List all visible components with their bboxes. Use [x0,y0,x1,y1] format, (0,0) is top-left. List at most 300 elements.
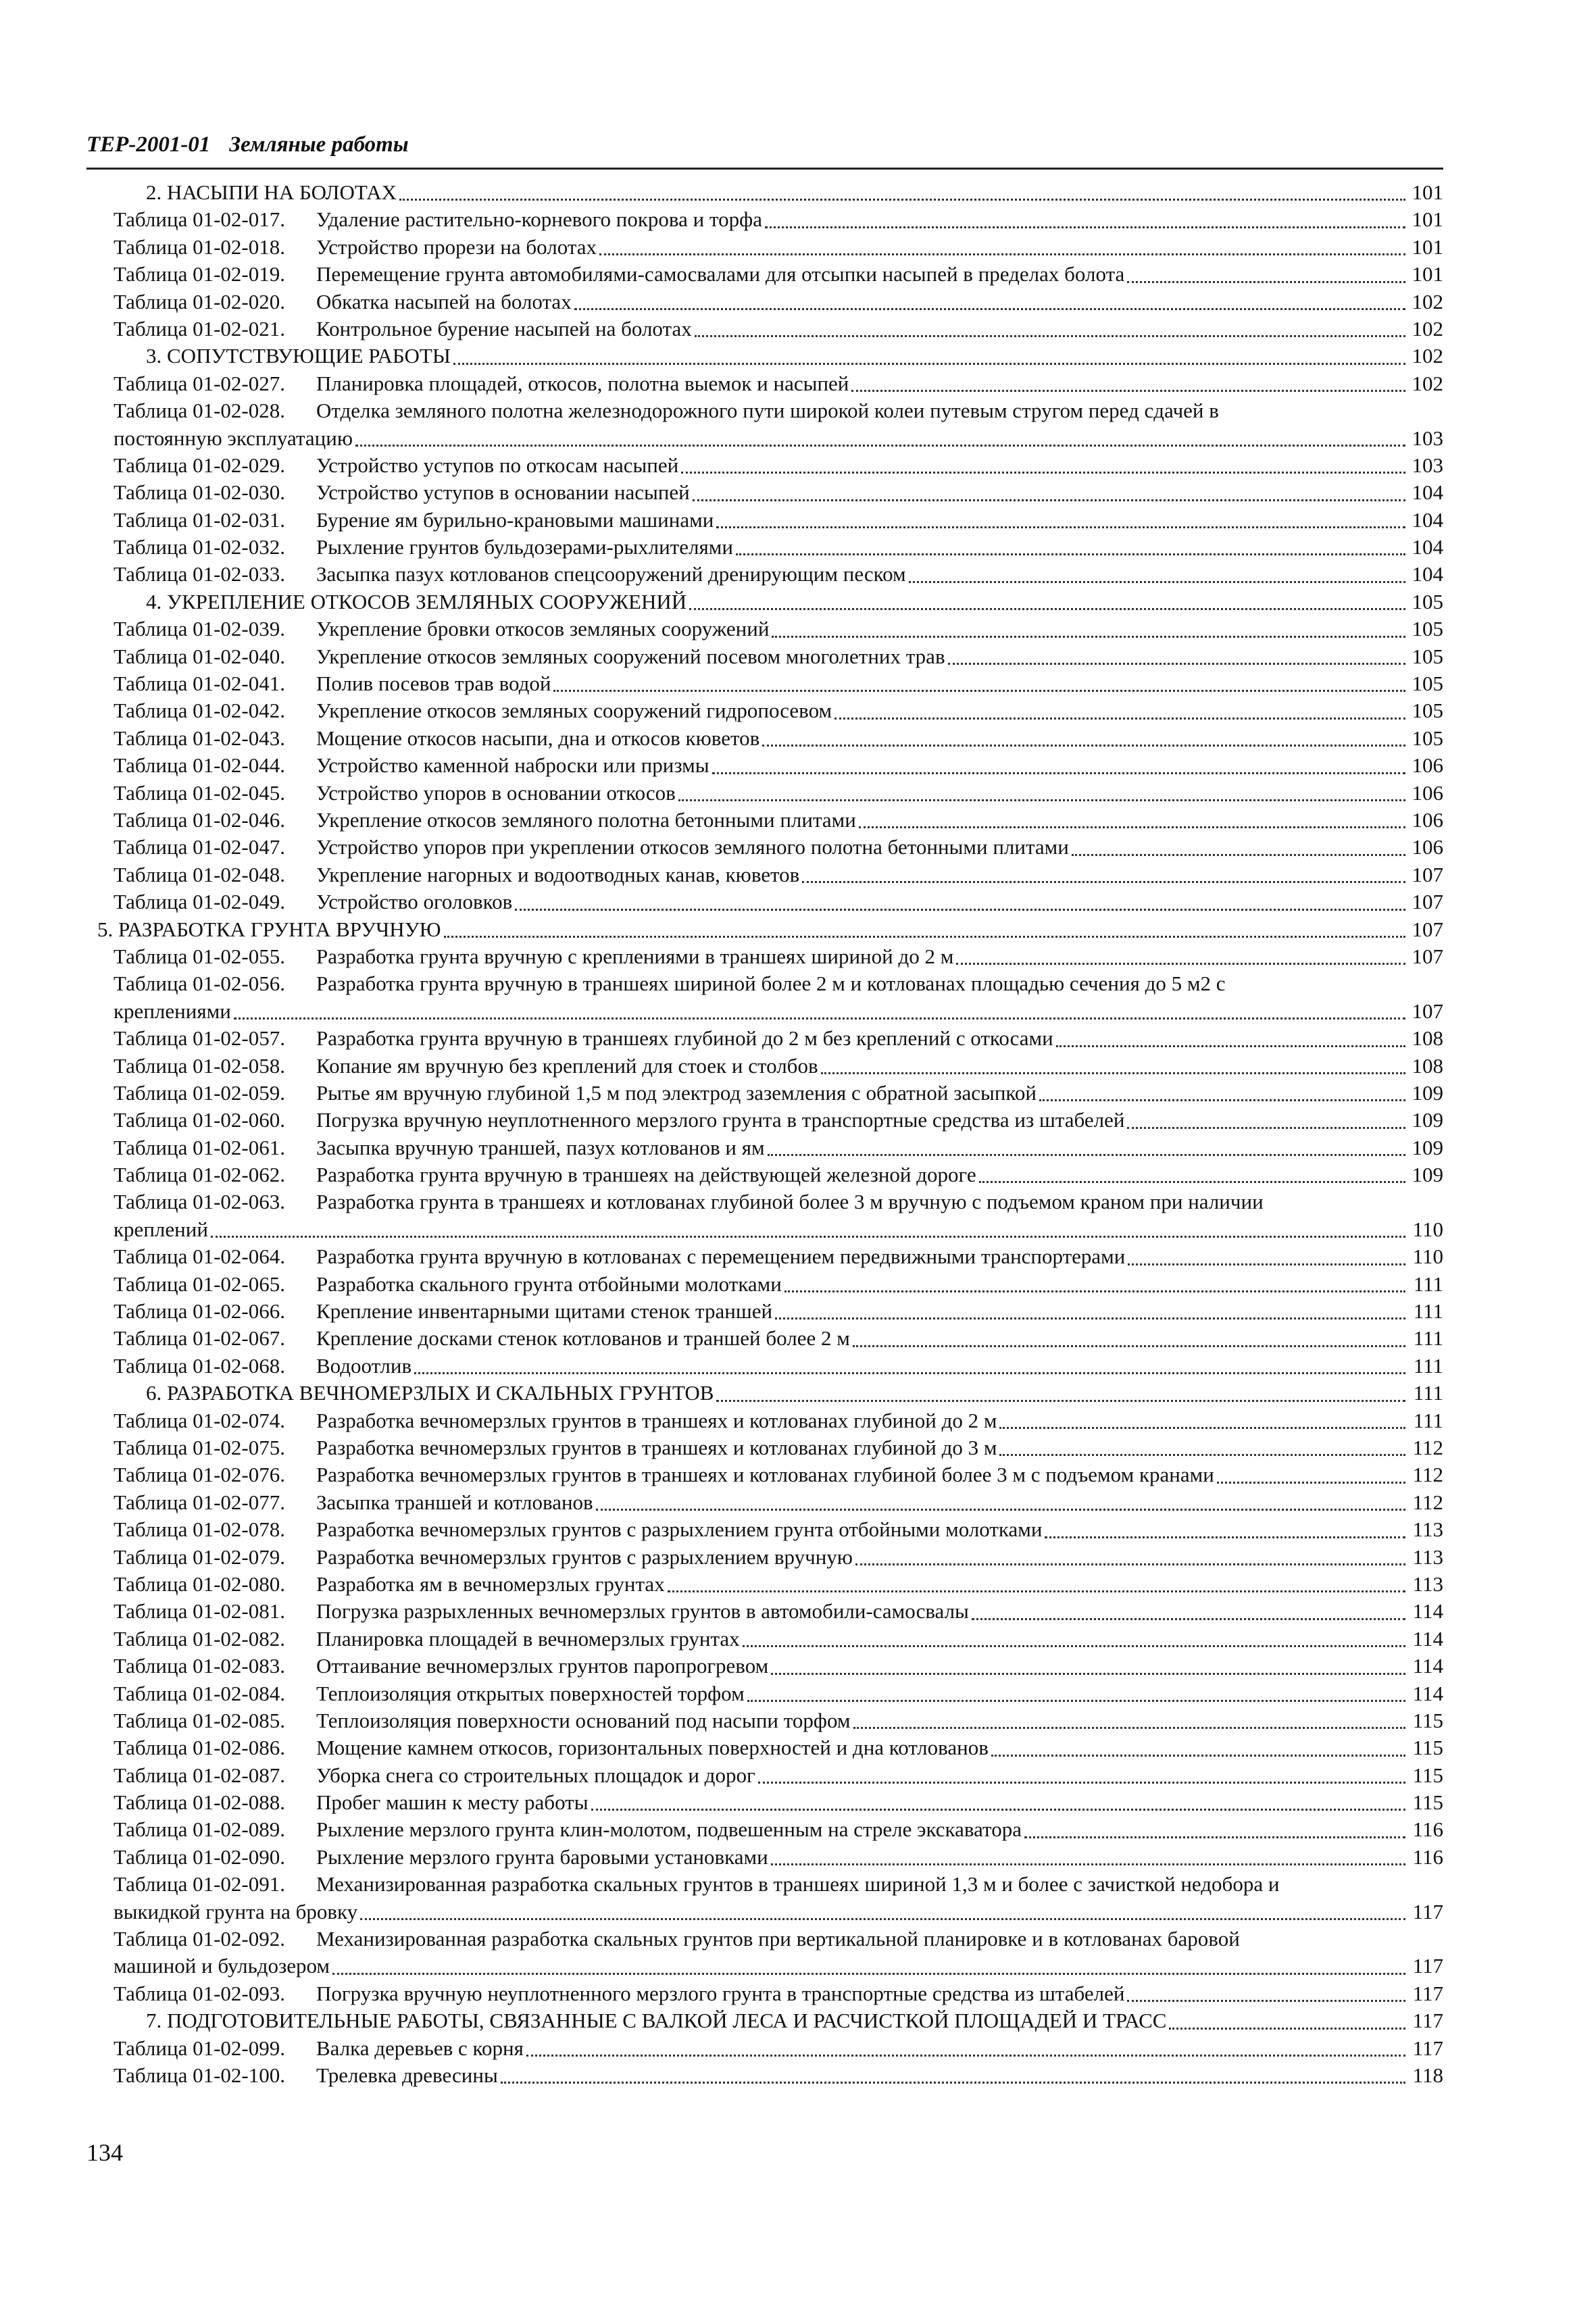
dot-leader [553,689,1405,692]
entry-label [114,1653,768,1680]
entry-title: Устройство упоров при укреплении откосов земляного полотна бетонными плитами [316,835,1069,859]
entry-title: Разработка ям в вечномерзлых грунтах [316,1571,665,1596]
toc-entry [114,1407,1443,1434]
entry-title: Укрепление откосов земляных сооружений гидропосевом [316,699,832,723]
entry-label [114,1298,772,1325]
page-ref: 115 [1412,1763,1443,1787]
entry-title: Устройство прорези на болотах [316,234,597,259]
toc-entry [114,970,1443,1025]
dot-leader [972,1617,1405,1620]
entry-title: Засыпка пазух котлованов спецсооружений дренирующим песком [316,562,906,586]
toc-section-heading [114,1380,1443,1407]
table-number: Таблица 01-02-086. [114,1736,285,1760]
entry-title: Засыпка траншей и котлованов [316,1490,593,1514]
toc-entry [114,452,1443,479]
dot-leader [716,526,1405,528]
entry-title: Мощение камнем откосов, горизонтальных поверхностей и дна котлованов [316,1736,989,1760]
dot-leader [758,1781,1405,1784]
toc-entry [114,261,1443,288]
dot-leader [979,1180,1405,1183]
dot-leader [851,389,1405,392]
table-number: Таблица 01-02-057. [114,1026,285,1051]
dot-leader [678,799,1405,801]
dot-leader [768,1153,1405,1156]
entry-title: Разработка грунта вручную в траншеях глубиной до 2 м без креплений с откосами [316,1026,1053,1051]
entry-title: Разработка вечномерзлых грунтов в траншеях и котлованах глубиной более 3 м с подъемом кранами [316,1463,1214,1487]
page-ref: 107 [1412,890,1443,914]
entry-title: Разработка вечномерзлых грунтов с разрыхлением вручную [316,1544,853,1569]
entry-title: Разработка грунта вручную в котлованах с перемещением передвижными транспортерами [316,1244,1126,1269]
dot-leader [599,253,1405,255]
page-ref: 109 [1412,1135,1443,1159]
page-ref: 114 [1412,1654,1443,1678]
table-number: Таблица 01-02-067. [114,1326,285,1351]
page-ref: 117 [1412,1899,1443,1923]
page-ref: 104 [1412,562,1443,586]
page-ref: 114 [1412,1626,1443,1651]
toc-entry [114,2062,1443,2089]
dot-leader [1072,853,1405,856]
toc-section-heading [114,343,1443,370]
table-number: Таблица 01-02-044. [114,753,285,778]
table-number: Таблица 01-02-031. [114,507,285,532]
entry-title: Крепление досками стенок котлованов и траншей более 2 м [316,1326,850,1351]
page-ref: 112 [1412,1463,1443,1487]
entry-label [114,1680,745,1707]
page-ref: 111 [1413,1408,1443,1432]
table-number: Таблица 01-02-080. [114,1571,285,1596]
dot-leader [355,444,1405,447]
entry-label [114,780,676,807]
entry-label [114,670,551,697]
toc-entry [114,1762,1443,1789]
dot-leader [743,1644,1405,1647]
dot-leader [1127,1126,1405,1129]
table-number: Таблица 01-02-063. [114,1190,285,1214]
entry-title-continued: креплений [114,1217,208,1241]
table-number: Таблица 01-02-048. [114,862,285,886]
table-number: Таблица 01-02-055. [114,944,285,968]
table-number: Таблица 01-02-017. [114,207,285,232]
page-ref: 113 [1412,1571,1443,1596]
dot-leader [414,1372,1405,1374]
page-ref: 106 [1412,780,1443,805]
toc-entry [114,397,1443,452]
entry-label [114,2062,498,2089]
toc-entry [114,861,1443,888]
dot-leader [999,1426,1405,1429]
entry-label [114,834,1069,861]
table-number: Таблица 01-02-088. [114,1790,285,1815]
toc-entry [114,1844,1443,1871]
page-ref: 118 [1412,2063,1443,2088]
page-ref: 115 [1412,1790,1443,1815]
entry-title: Рытье ям вручную глубиной 1,5 м под электрод заземления с обратной засыпкой [316,1080,1037,1105]
table-number: Таблица 01-02-077. [114,1490,285,1514]
entry-label [114,1407,997,1434]
entry-title: Укрепление бровки откосов земляных сооружений [316,617,770,641]
entry-label [114,507,714,534]
toc-entry [114,1516,1443,1543]
entry-title: Рыхление грунтов бульдозерами-рыхлителями [316,535,733,559]
entry-label [114,1626,740,1653]
entry-label [114,1707,851,1734]
table-number: Таблица 01-02-040. [114,644,285,668]
toc-entry [114,1325,1443,1352]
toc-entry [114,670,1443,697]
table-number: Таблица 01-02-093. [114,1981,285,2005]
entry-title: Разработка вечномерзлых грунтов в траншеях и котлованах глубиной до 3 м [316,1436,997,1459]
page-ref: 115 [1412,1708,1443,1732]
page-ref: 117 [1412,1954,1443,1978]
entry-title: Оттаивание вечномерзлых грунтов паропрогревом [316,1654,769,1678]
toc-entry [114,1461,1443,1488]
table-number: Таблица 01-02-019. [114,262,285,286]
page-ref: 105 [1412,672,1443,696]
dot-leader [526,2054,1405,2057]
dot-leader [771,1863,1405,1865]
entry-title: Устройство уступов по откосам насыпей [316,453,679,477]
entry-title: Перемещение грунта автомобилями-самосвалами для отсыпки насыпей в пределах болота [316,262,1125,286]
table-number: Таблица 01-02-066. [114,1299,285,1324]
entry-title: Разработка вечномерзлых грунтов с разрыхлением грунта отбойными молотками [316,1517,1043,1542]
table-number: Таблица 01-02-092. [114,1927,285,1951]
toc-entry [114,2035,1443,2062]
entry-title: Отделка земляного полотна железнодорожного пути широкой колеи путевым стругом перед сдачей в [316,399,1219,423]
page-ref: 111 [1413,1272,1443,1296]
table-number: Таблица 01-02-046. [114,807,285,832]
entry-label [114,370,849,397]
dot-leader [765,226,1405,228]
dot-leader [802,880,1405,883]
page-ref: 101 [1412,207,1443,232]
toc-section-heading [114,179,1443,206]
dot-leader [1127,1999,1405,2002]
dot-leader [1024,1836,1405,1838]
entry-label [114,643,945,670]
dot-leader [775,1317,1405,1319]
table-number: Таблица 01-02-090. [114,1844,285,1869]
entry-title: Теплоизоляция открытых поверхностей торфом [316,1681,745,1705]
dot-leader [716,1399,1405,1402]
table-number: Таблица 01-02-099. [114,2036,285,2060]
table-number: Таблица 01-02-033. [114,562,285,586]
dot-leader [771,1672,1405,1675]
entry-title: Погрузка вручную неуплотненного мерзлого грунта в транспортные средства из штабелей [316,1108,1125,1132]
entry-title: Рыхление мерзлого грунта клин-молотом, подвешенным на стреле экскаватора [316,1817,1022,1842]
dot-leader [1169,2027,1405,2030]
entry-label [114,1271,782,1298]
toc-entry [114,288,1443,316]
toc-entry [114,1653,1443,1680]
entry-label [114,288,572,316]
toc-entry [114,1243,1443,1270]
toc-entry [114,725,1443,752]
table-number: Таблица 01-02-074. [114,1408,285,1432]
entry-title: Укрепление нагорных и водоотводных канав, кюветов [316,862,800,886]
dot-leader [909,580,1405,583]
table-number: Таблица 01-02-028. [114,399,285,423]
dot-leader [712,772,1405,774]
page-ref: 106 [1412,835,1443,859]
entry-title-continued: креплениями [114,999,231,1023]
dot-leader [695,334,1405,337]
section-title: 5. РАЗРАБОТКА ГРУНТА ВРУЧНУЮ [97,917,441,941]
dot-leader [574,307,1405,310]
page-ref: 111 [1413,1353,1443,1378]
page-ref: 112 [1412,1436,1443,1459]
page-ref: 113 [1412,1544,1443,1569]
table-number: Таблица 01-02-062. [114,1163,285,1187]
entry-label [114,1325,850,1352]
entry-title: Механизированная разработка скальных грунтов в траншеях шириной 1,3 м и более с зачисткой недобора и [316,1872,1280,1896]
dot-leader [853,1726,1405,1729]
toc-entry [114,1489,1443,1516]
dot-leader [453,362,1405,365]
entry-title: Погрузка разрыхленных вечномерзлых грунтов в автомобили-самосвалы [316,1599,969,1624]
page-ref: 102 [1412,289,1443,313]
entry-title: Валка деревьев с корня [316,2036,524,2060]
entry-title: Разработка грунта вручную в траншеях шириной более 2 м и котлованах площадью сечения до 5 м2 с [316,972,1226,996]
section-title: 6. РАЗРАБОТКА ВЕЧНОМЕРЗЛЫХ И СКАЛЬНЫХ ГРУНТОВ [146,1381,714,1405]
entry-title: Погрузка вручную неуплотненного мерзлого грунта в транспортные средства из штабелей [316,1981,1125,2005]
dot-leader [772,635,1405,638]
entry-title: Обкатка насыпей на болотах [316,289,572,313]
table-number: Таблица 01-02-056. [114,972,285,996]
page-ref: 102 [1412,316,1443,341]
dot-leader [948,662,1405,665]
page-ref: 114 [1412,1681,1443,1705]
table-number: Таблица 01-02-085. [114,1708,285,1732]
entry-label [114,1489,593,1516]
dot-leader [501,2081,1405,2084]
section-title: 2. НАСЫПИ НА БОЛОТАХ [146,180,397,204]
entry-title: Крепление инвентарными щитами стенок траншей [316,1299,773,1324]
toc-entry [114,807,1443,834]
dot-leader [834,717,1405,720]
table-of-contents [97,179,1443,2089]
toc-entry [114,1353,1443,1380]
entry-label [114,1980,1124,2007]
entry-label [114,697,832,724]
page-ref: 115 [1412,1736,1443,1760]
toc-entry [114,888,1443,915]
entry-title: Планировка площадей в вечномерзлых грунтах [316,1626,740,1651]
toc-entry [114,370,1443,397]
table-number: Таблица 01-02-083. [114,1654,285,1678]
entry-label [114,206,762,233]
dot-leader [853,1344,1405,1347]
page-ref: 107 [1412,999,1443,1023]
table-number: Таблица 01-02-075. [114,1436,285,1459]
toc-entry [114,1734,1443,1761]
page-ref: 106 [1412,753,1443,778]
toc-entry [114,697,1443,724]
table-number: Таблица 01-02-047. [114,835,285,859]
table-number: Таблица 01-02-020. [114,289,285,313]
dot-leader [332,1972,1405,1975]
page-ref: 108 [1412,1053,1443,1078]
page-ref: 104 [1412,480,1443,505]
toc-entry [114,1871,1443,1926]
toc-entry [114,1707,1443,1734]
table-number: Таблица 01-02-042. [114,699,285,723]
entry-label [114,1243,1125,1270]
entry-title: Устройство оголовков [316,890,513,914]
table-number: Таблица 01-02-091. [114,1872,285,1896]
entry-label [114,1762,755,1789]
table-number: Таблица 01-02-058. [114,1053,285,1078]
entry-title-continued: выкидкой грунта на бровку [114,1899,358,1923]
dot-leader [859,826,1405,828]
dot-leader [693,499,1405,501]
table-number: Таблица 01-02-078. [114,1517,285,1542]
entry-title: Планировка площадей, откосов, полотна выемок и насыпей [316,371,849,395]
entry-title: Уборка снега со строительных площадок и дорог [316,1763,755,1787]
toc-entry [114,1298,1443,1325]
toc-entry [114,1680,1443,1707]
page-ref: 107 [1412,944,1443,968]
page-ref: 101 [1412,262,1443,286]
page-ref: 111 [1413,1299,1443,1324]
entry-title: Контрольное бурение насыпей на болотах [316,316,692,341]
entry-title: Разработка грунта в траншеях и котлованах глубиной более 3 м вручную с подъемом краном при наличии [316,1190,1264,1214]
page-ref: 111 [1413,1381,1443,1405]
page-ref: 117 [1412,2036,1443,2060]
entry-title: Разработка вечномерзлых грунтов в траншеях и котлованах глубиной до 2 м [316,1408,997,1432]
dot-leader [211,1235,1405,1238]
table-number: Таблица 01-02-039. [114,617,285,641]
toc-entry [114,1789,1443,1816]
toc-entry [114,534,1443,561]
toc-entry [114,1025,1443,1052]
dot-leader [596,1508,1405,1511]
toc-entry [114,643,1443,670]
toc-section-heading [97,916,1443,943]
dot-leader [821,1072,1405,1074]
entry-title: Механизированная разработка скальных грунтов при вертикальной планировке и в котлованах баровой [316,1927,1240,1951]
dot-leader [234,1017,1405,1020]
table-number: Таблица 01-02-027. [114,371,285,395]
entry-label [114,1516,1042,1543]
dot-leader [1045,1536,1405,1538]
toc-entry [114,1980,1443,2007]
toc-entry [114,1626,1443,1653]
entry-label [114,1598,969,1625]
toc-entry [114,834,1443,861]
table-number: Таблица 01-02-030. [114,480,285,505]
toc-entry [114,1434,1443,1461]
toc-entry [114,615,1443,643]
page-ref: 113 [1412,1517,1443,1542]
toc-entry [114,206,1443,233]
section-title: 3. СОПУТСТВУЮЩИЕ РАБОТЫ [146,344,451,368]
entry-label [114,261,1124,288]
page-ref: 101 [1412,180,1443,204]
toc-entry [114,1816,1443,1843]
page-ref: 116 [1412,1844,1443,1869]
entry-title-continued: машиной и бульдозером [114,1954,330,1978]
toc-entry [114,1080,1443,1107]
page-ref: 105 [1412,699,1443,723]
page-ref: 111 [1413,1326,1443,1351]
table-number: Таблица 01-02-079. [114,1544,285,1569]
toc-entry [114,1926,1443,1980]
entry-label [114,1134,765,1161]
entry-label [114,561,906,588]
table-number: Таблица 01-02-059. [114,1080,285,1105]
entry-title: Трелевка древесины [316,2063,498,2088]
page-ref: 114 [1412,1599,1443,1624]
entry-title: Разработка грунта вручную в траншеях на действующей железной дороге [316,1163,976,1187]
entry-title: Засыпка вручную траншей, пазух котлованов и ям [316,1135,765,1159]
entry-label [114,861,799,888]
toc-entry [114,752,1443,779]
entry-label [114,1816,1022,1843]
page-ref: 105 [1412,589,1443,613]
toc-entry [114,943,1443,970]
entry-label [114,1107,1124,1134]
dot-leader [784,1290,1405,1292]
toc-entry [114,1271,1443,1298]
section-title: 7. ПОДГОТОВИТЕЛЬНЫЕ РАБОТЫ, СВЯЗАННЫЕ С ВАЛКОЙ ЛЕСА И РАСЧИСТКОЙ ПЛОЩАДЕЙ И ТРАСС [146,2009,1167,2033]
dot-leader [1127,280,1405,283]
toc-entry [114,1544,1443,1571]
table-number: Таблица 01-02-018. [114,234,285,259]
toc-entry [114,1598,1443,1625]
toc-entry [114,479,1443,506]
toc-entry [114,234,1443,261]
dot-leader [360,1917,1405,1920]
entry-title: Полив посевов трав водой [316,672,551,696]
entry-label [114,1025,1053,1052]
page-ref: 116 [1412,1817,1443,1842]
entry-label [114,1571,665,1598]
page-ref: 102 [1412,344,1443,368]
entry-title: Копание ям вручную без креплений для стоек и столбов [316,1053,818,1078]
entry-title: Укрепление откосов земляных сооружений посевом многолетних трав [316,644,945,668]
entry-label [114,452,678,479]
entry-label [114,1353,412,1380]
entry-title: Разработка грунта вручную с креплениями в траншеях шириной до 2 м [316,944,954,968]
toc-entry [114,1161,1443,1188]
entry-title: Рыхление мерзлого грунта баровыми установками [316,1844,768,1869]
toc-section-heading [114,588,1443,615]
page-ref: 106 [1412,807,1443,832]
page-ref: 107 [1412,862,1443,886]
table-number: Таблица 01-02-068. [114,1353,285,1378]
page-ref: 105 [1412,726,1443,750]
entry-label [114,1080,1037,1107]
page-ref: 104 [1412,507,1443,532]
table-number: Таблица 01-02-061. [114,1135,285,1159]
entry-label [114,1844,768,1871]
entry-title: Разработка скального грунта отбойными молотками [316,1272,782,1296]
toc-entry [114,561,1443,588]
table-number: Таблица 01-02-029. [114,453,285,477]
entry-label [114,534,733,561]
page-ref: 104 [1412,535,1443,559]
dot-leader [736,553,1405,555]
dot-leader [591,1808,1405,1811]
toc-entry [114,1053,1443,1080]
entry-title: Устройство каменной наброски или призмы [316,753,709,778]
table-number: Таблица 01-02-064. [114,1244,285,1269]
entry-label [114,752,709,779]
dot-leader [668,1590,1405,1592]
toc-section-heading [114,2007,1443,2034]
dot-leader [689,607,1405,610]
